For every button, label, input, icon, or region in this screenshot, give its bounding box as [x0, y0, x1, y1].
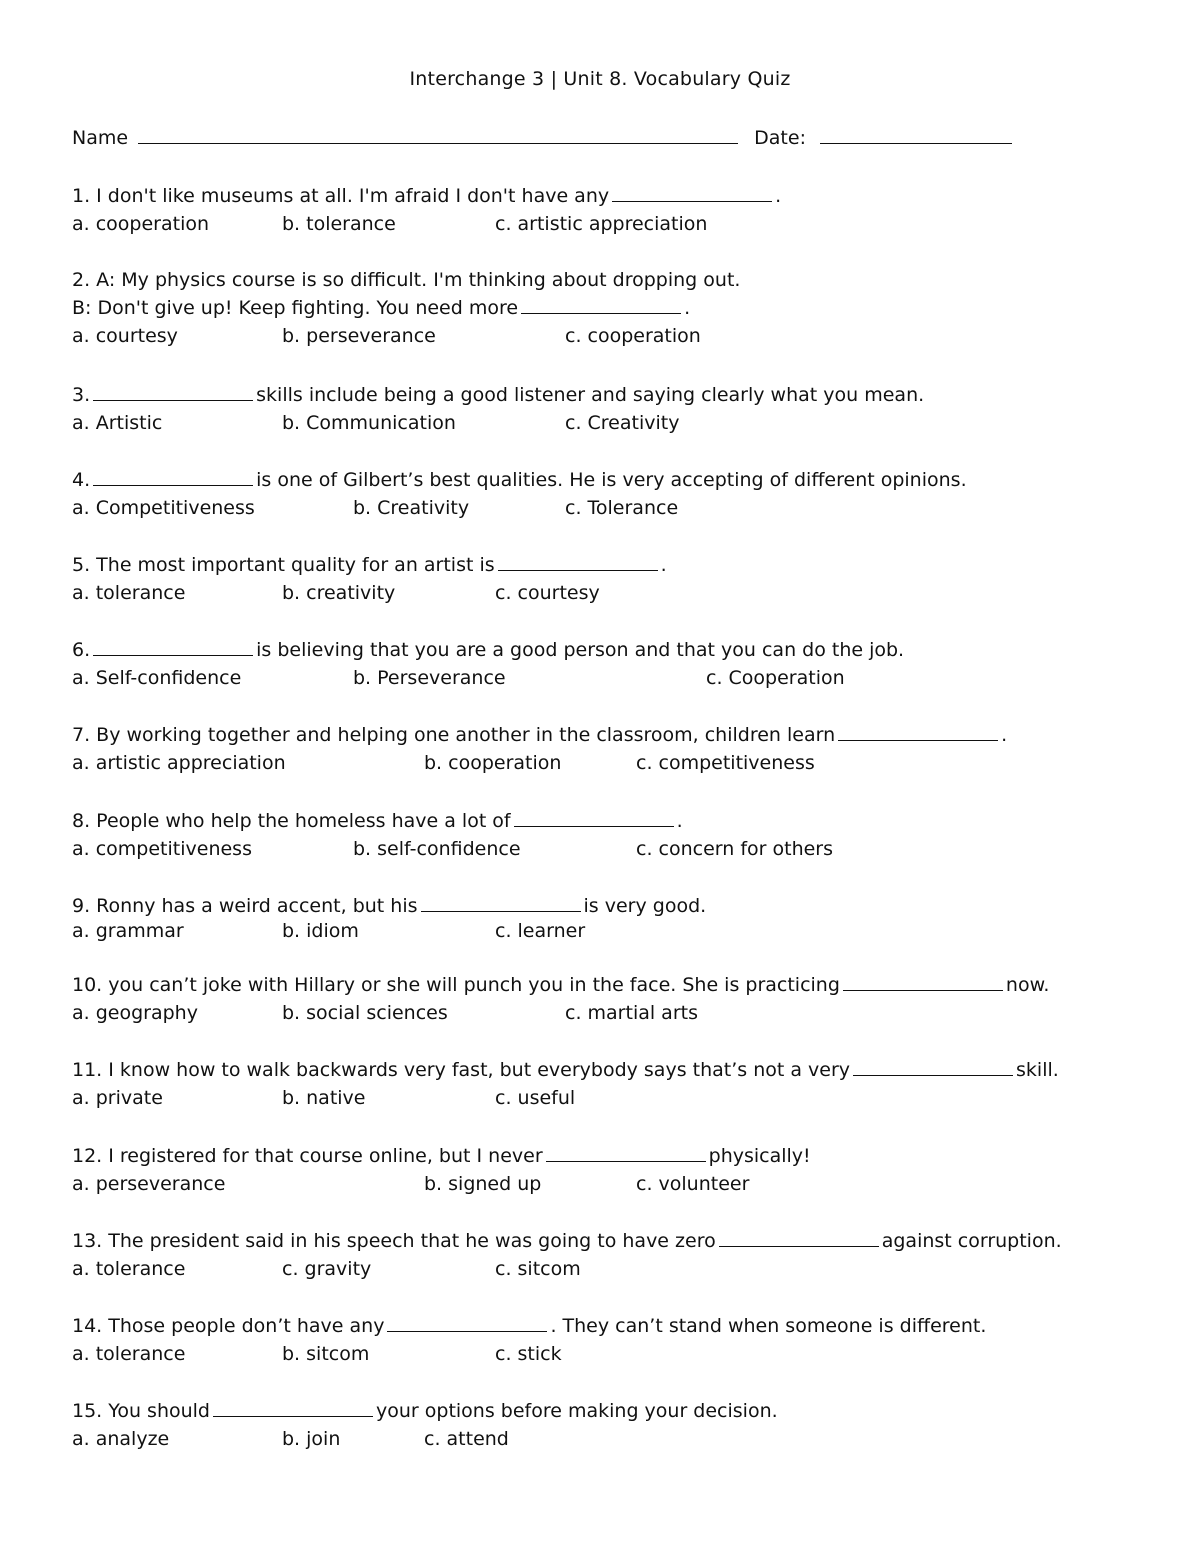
- question-text: [72, 971, 1049, 999]
- answer-options: [72, 749, 1007, 777]
- question-text-after: .: [676, 810, 683, 832]
- answer-option[interactable]: a. grammar: [72, 920, 184, 942]
- question-text-before: 3.: [72, 384, 91, 406]
- answer-options: [72, 579, 667, 607]
- question-text-before: 9. Ronny has a weird accent, but his: [72, 895, 418, 917]
- answer-option[interactable]: c. useful: [495, 1087, 576, 1109]
- question-text-after: .: [684, 297, 691, 319]
- question-9: [72, 892, 706, 942]
- answer-blank[interactable]: [838, 723, 998, 741]
- question-text: [72, 1056, 1059, 1084]
- question-text-before: 14. Those people don’t have any: [72, 1315, 385, 1337]
- question-text-before: 15. You should: [72, 1400, 210, 1422]
- answer-blank[interactable]: [498, 553, 658, 571]
- question-10: [72, 971, 1049, 1027]
- answer-option[interactable]: c. attend: [424, 1428, 509, 1450]
- answer-options: [72, 1255, 1062, 1283]
- answer-blank[interactable]: [93, 468, 253, 486]
- answer-options: [72, 1084, 1059, 1112]
- question-text: [72, 1142, 811, 1170]
- answer-option[interactable]: c. stick: [495, 1343, 562, 1365]
- question-text-before: 6.: [72, 639, 91, 661]
- answer-options: [72, 1425, 778, 1453]
- answer-blank[interactable]: [93, 638, 253, 656]
- answer-options: [72, 1170, 811, 1198]
- answer-options: [72, 1340, 986, 1368]
- question-text-after: skill.: [1016, 1059, 1059, 1081]
- question-text: [72, 182, 781, 210]
- answer-option[interactable]: a. competitiveness: [72, 838, 252, 860]
- answer-options: [72, 835, 834, 863]
- question-text-before: B: Don't give up! Keep fighting. You need more: [72, 297, 519, 319]
- question-text-after: . They can’t stand when someone is different.: [550, 1315, 987, 1337]
- question-text-after: is one of Gilbert’s best qualities. He is very accepting of different opinions.: [256, 469, 967, 491]
- question-3: [72, 381, 924, 437]
- question-text-before: 12. I registered for that course online, but I never: [72, 1145, 543, 1167]
- answer-blank[interactable]: [853, 1058, 1013, 1076]
- answer-options: [72, 664, 904, 692]
- answer-blank[interactable]: [421, 894, 581, 912]
- answer-blank[interactable]: [612, 184, 772, 202]
- question-text: [72, 466, 967, 494]
- question-text-after: your options before making your decision.: [376, 1400, 778, 1422]
- question-text: [72, 807, 683, 835]
- question-11: [72, 1056, 1059, 1112]
- answer-option[interactable]: c. Tolerance: [565, 497, 679, 519]
- answer-options: [72, 494, 967, 522]
- answer-option[interactable]: b. signed up: [424, 1173, 542, 1195]
- name-date-row: [72, 126, 1012, 149]
- answer-option[interactable]: b. native: [282, 1087, 366, 1109]
- question-text: [72, 636, 904, 664]
- date-field[interactable]: [820, 126, 1012, 144]
- answer-option[interactable]: b. tolerance: [282, 213, 396, 235]
- date-label: Date:: [754, 127, 806, 149]
- answer-option[interactable]: b. social sciences: [282, 1002, 448, 1024]
- answer-option[interactable]: b. Communication: [282, 412, 456, 434]
- question-8: [72, 807, 834, 863]
- answer-options: [72, 920, 706, 942]
- answer-option[interactable]: a. Self-confidence: [72, 667, 242, 689]
- answer-blank[interactable]: [521, 296, 681, 314]
- question-text-after: physically!: [708, 1145, 811, 1167]
- question-text-after: against corruption.: [881, 1230, 1062, 1252]
- answer-option[interactable]: c. sitcom: [495, 1258, 581, 1280]
- question-1: [72, 182, 781, 238]
- answer-options: [72, 210, 781, 238]
- question-text-after: .: [660, 554, 667, 576]
- question-text-before: 7. By working together and helping one another in the classroom, children learn: [72, 724, 836, 746]
- answer-option[interactable]: c. martial arts: [565, 1002, 698, 1024]
- answer-option[interactable]: b. Perseverance: [353, 667, 506, 689]
- question-text-after: is believing that you are a good person and that you can do the job.: [256, 639, 905, 661]
- answer-option[interactable]: b. Creativity: [353, 497, 470, 519]
- question-text-before: 1. I don't like museums at all. I'm afraid I don't have any: [72, 185, 610, 207]
- question-text: [72, 1227, 1062, 1255]
- answer-option[interactable]: b. cooperation: [424, 752, 562, 774]
- question-text-before: 5. The most important quality for an artist is: [72, 554, 495, 576]
- question-text-before: 8. People who help the homeless have a lot of: [72, 810, 511, 832]
- question-text: [72, 1397, 778, 1425]
- answer-option[interactable]: a. tolerance: [72, 582, 186, 604]
- answer-option[interactable]: b. perseverance: [282, 325, 436, 347]
- question-text-after: is very good.: [583, 895, 707, 917]
- question-2: [72, 266, 740, 350]
- question-15: [72, 1397, 778, 1453]
- answer-option[interactable]: b. self-confidence: [353, 838, 521, 860]
- question-text: [72, 381, 924, 409]
- answer-option[interactable]: a. Artistic: [72, 412, 163, 434]
- question-text-before: 4.: [72, 469, 91, 491]
- question-text-before: 13. The president said in his speech that he was going to have zero: [72, 1230, 716, 1252]
- answer-option[interactable]: c. competitiveness: [636, 752, 815, 774]
- name-label: Name: [72, 127, 129, 149]
- question-text-before: 11. I know how to walk backwards very fast, but everybody says that’s not a very: [72, 1059, 851, 1081]
- question-text-after: skills include being a good listener and saying clearly what you mean.: [256, 384, 925, 406]
- question-text: [72, 892, 706, 920]
- answer-options: [72, 322, 740, 350]
- answer-option[interactable]: a. private: [72, 1087, 163, 1109]
- answer-option[interactable]: c. cooperation: [565, 325, 701, 347]
- answer-option[interactable]: c. gravity: [282, 1258, 372, 1280]
- answer-option[interactable]: a. courtesy: [72, 325, 178, 347]
- answer-blank[interactable]: [387, 1314, 547, 1332]
- question-14: [72, 1312, 986, 1368]
- question-text: [72, 1312, 986, 1340]
- name-field[interactable]: [138, 126, 738, 144]
- page-title: Interchange 3 | Unit 8. Vocabulary Quiz: [409, 68, 791, 90]
- answer-option[interactable]: a. Competitiveness: [72, 497, 255, 519]
- answer-blank[interactable]: [213, 1399, 373, 1417]
- answer-option[interactable]: c. concern for others: [636, 838, 834, 860]
- question-text-after: .: [775, 185, 782, 207]
- question-7: [72, 721, 1007, 777]
- answer-option[interactable]: a. tolerance: [72, 1258, 186, 1280]
- answer-option[interactable]: a. cooperation: [72, 213, 210, 235]
- question-text: [72, 551, 667, 579]
- question-text-after: .: [1001, 724, 1008, 746]
- answer-options: [72, 409, 924, 437]
- answer-option[interactable]: c. learner: [495, 920, 586, 942]
- answer-option[interactable]: b. join: [282, 1428, 341, 1450]
- answer-option[interactable]: a. artistic appreciation: [72, 752, 286, 774]
- answer-option[interactable]: b. idiom: [282, 920, 359, 942]
- answer-blank[interactable]: [546, 1144, 706, 1162]
- question-text: [72, 266, 740, 294]
- question-5: [72, 551, 667, 607]
- answer-option[interactable]: a. tolerance: [72, 1343, 186, 1365]
- answer-option[interactable]: a. geography: [72, 1002, 198, 1024]
- question-text-part: 2. A: My physics course is so difficult. I'm thinking about dropping out.: [72, 269, 741, 291]
- answer-option[interactable]: c. artistic appreciation: [495, 213, 708, 235]
- question-text: [72, 294, 740, 322]
- answer-blank[interactable]: [719, 1229, 879, 1247]
- question-text-before: 10. you can’t joke with Hillary or she will punch you in the face. She is practicing: [72, 974, 840, 996]
- question-text-after: now.: [1005, 974, 1050, 996]
- answer-option[interactable]: b. sitcom: [282, 1343, 370, 1365]
- answer-blank[interactable]: [514, 809, 674, 827]
- answer-option[interactable]: c. Cooperation: [706, 667, 845, 689]
- question-13: [72, 1227, 1062, 1283]
- question-6: [72, 636, 904, 692]
- answer-options: [72, 999, 1049, 1027]
- answer-option[interactable]: c. volunteer: [636, 1173, 750, 1195]
- question-text: [72, 721, 1007, 749]
- answer-option[interactable]: c. courtesy: [495, 582, 600, 604]
- question-12: [72, 1142, 811, 1198]
- answer-option[interactable]: a. analyze: [72, 1428, 170, 1450]
- answer-option[interactable]: c. Creativity: [565, 412, 680, 434]
- question-4: [72, 466, 967, 522]
- answer-option[interactable]: a. perseverance: [72, 1173, 226, 1195]
- answer-blank[interactable]: [93, 383, 253, 401]
- answer-blank[interactable]: [843, 973, 1003, 991]
- answer-option[interactable]: b. creativity: [282, 582, 396, 604]
